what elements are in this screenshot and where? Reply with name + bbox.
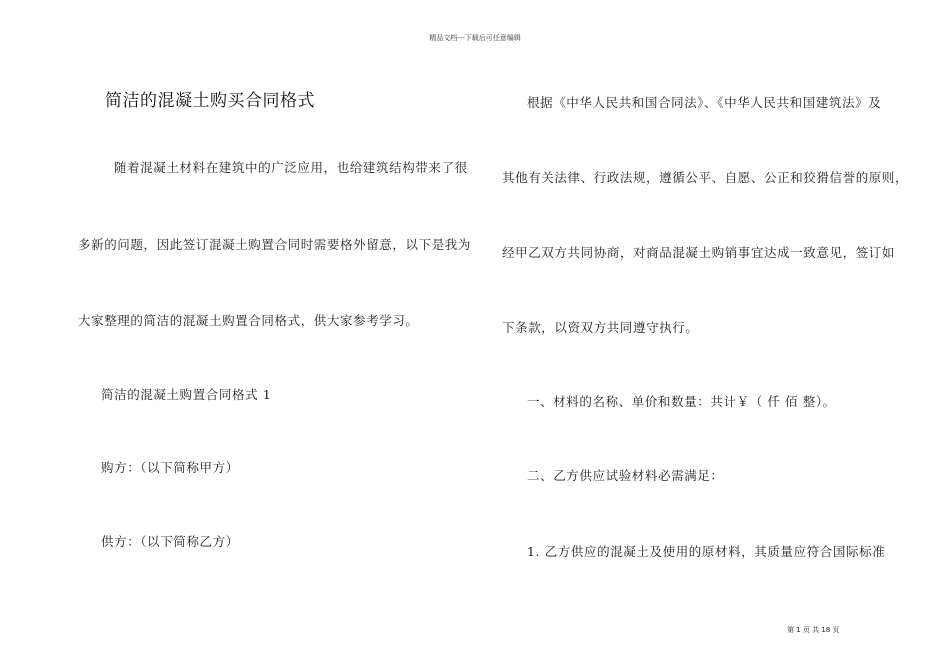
left-paragraph-line-1: 随着混凝土材料在建筑中的广泛应用，也给建筑结构带来了很 bbox=[114, 160, 468, 175]
right-paragraph-line-3: 经甲乙双方共同协商，对商品混凝土购销事宜达成一致意见，签订如 bbox=[502, 245, 896, 260]
left-paragraph-line-3: 大家整理的简洁的混凝土购置合同格式，供大家参考学习。 bbox=[78, 313, 419, 328]
left-paragraph-line-2: 多新的问题，因此签订混凝土购置合同时需要格外留意，以下是我为 bbox=[78, 237, 472, 252]
document-title: 简洁的混凝土购买合同格式 bbox=[105, 91, 315, 111]
right-paragraph-line-4: 下条款，以资双方共同遵守执行。 bbox=[502, 320, 699, 335]
buyer-line: 购方：（以下简称甲方） bbox=[101, 460, 239, 475]
clause-one: 一、材料的名称、单价和数量：共计￥（ 仟 佰 整）。 bbox=[527, 394, 836, 409]
right-paragraph-line-2: 其他有关法律、行政法规，遵循公平、自愿、公正和狡猾信誉的原则， bbox=[502, 170, 909, 185]
clause-two: 二、乙方供应试验材料必需满足： bbox=[527, 468, 724, 483]
supplier-line: 供方：（以下简称乙方） bbox=[101, 534, 239, 549]
page-header: 精品文档---下载后可任意编辑 bbox=[429, 34, 521, 42]
page-number: 第 1 页 共 18 页 bbox=[787, 626, 840, 634]
clause-two-item-1: 1. 乙方供应的混凝土及使用的原材料，其质量应符合国际标准 bbox=[527, 544, 886, 559]
contract-heading: 简洁的混凝土购置合同格式 1 bbox=[101, 387, 272, 402]
right-paragraph-line-1: 根据《中华人民共和国合同法》、《中华人民共和国建筑法》及 bbox=[527, 95, 882, 110]
